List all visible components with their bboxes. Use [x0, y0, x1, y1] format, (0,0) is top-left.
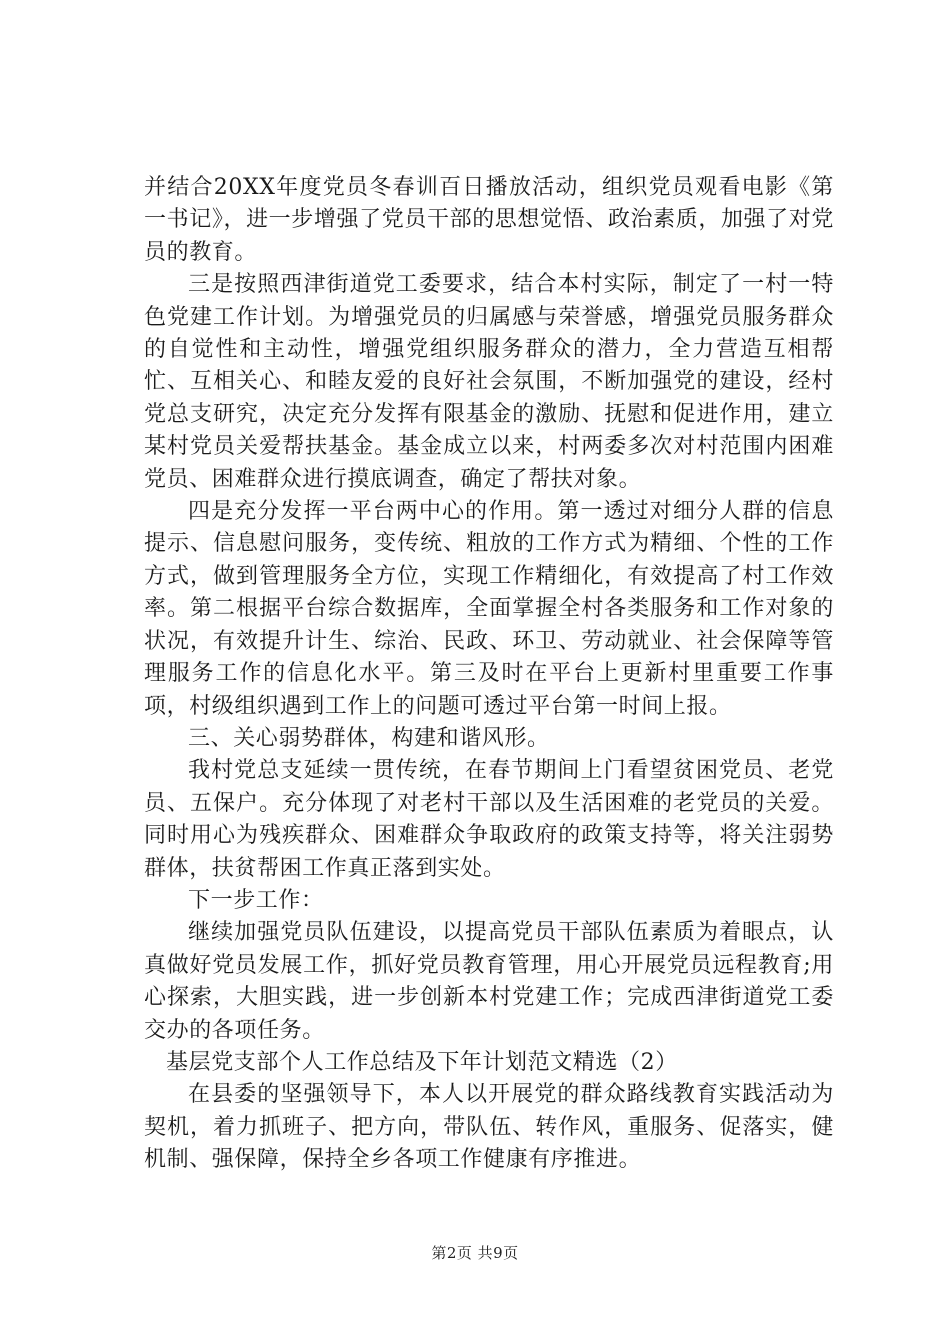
page-footer: 第2页 共9页	[431, 1244, 519, 1262]
paragraph-point-three: 三是按照西津街道党工委要求，结合本村实际，制定了一村一特色党建工作计划。为增强党员的归属感与荣誉感，增强党员服务群众的自觉性和主动性，增强党组织服务群众的潜力，全力营造互相帮忙、互相关心、和睦友爱的良好社会氛围，不断加强党的建设，经村党总支研究，决定充分发挥有限基金的激励、抚慰和促进作用，建立某村党员关爱帮扶基金。基金成立以来，村两委多次对村范围内困难党员、困难群众进行摸底调查，确定了帮扶对象。	[144, 272, 834, 492]
paragraph-continuation: 并结合20XX年度党员冬春训百日播放活动，组织党员观看电影《第一书记》，进一步增强了党员干部的思想觉悟、政治素质，加强了对党员的教育。	[144, 175, 834, 265]
document-body	[144, 172, 834, 1177]
paragraph-intro: 在县委的坚强领导下，本人以开展党的群众路线教育实践活动为契机，着力抓班子、把方向，带队伍、转作风，重服务、促落实，健机制、强保障，保持全乡各项工作健康有序推进。	[144, 1082, 834, 1173]
paragraph-point-four: 四是充分发挥一平台两中心的作用。第一透过对细分人群的信息提示、信息慰问服务，变传统、粗放的工作方式为精细、个性的工作方式，做到管理服务全方位，实现工作精细化，有效提高了村工作效率。第二根据平台综合数据库，全面掌握全村各类服务和工作对象的状况，有效提升计生、综治、民政、环卫、劳动就业、社会保障等管理服务工作的信息化水平。第三及时在平台上更新村里重要工作事项，村级组织遇到工作上的问题可透过平台第一时间上报。	[144, 499, 834, 719]
paragraph-next-steps: 继续加强党员队伍建设，以提高党员干部队伍素质为着眼点，认真做好党员发展工作，抓好党员教育管理，用心开展党员远程教育;用心探索，大胆实践，进一步创新本村党建工作；完成西津街道党工委交办的各项任务。	[144, 920, 834, 1043]
section-heading-next-steps: 下一步工作：	[188, 887, 324, 913]
paragraph-vulnerable-groups: 我村党总支延续一贯传统，在春节期间上门看望贫困党员、老党员、五保户。充分体现了对老村干部以及生活困难的老党员的关爱。同时用心为残疾群众、困难群众争取政府的政策支持等，将关注弱势群体，扶贫帮困工作真正落到实处。	[144, 758, 834, 881]
article-title: 基层党支部个人工作总结及下年计划范文精选（2）	[166, 1049, 678, 1075]
section-heading-three: 三、关心弱势群体，构建和谐风形。	[188, 725, 550, 751]
